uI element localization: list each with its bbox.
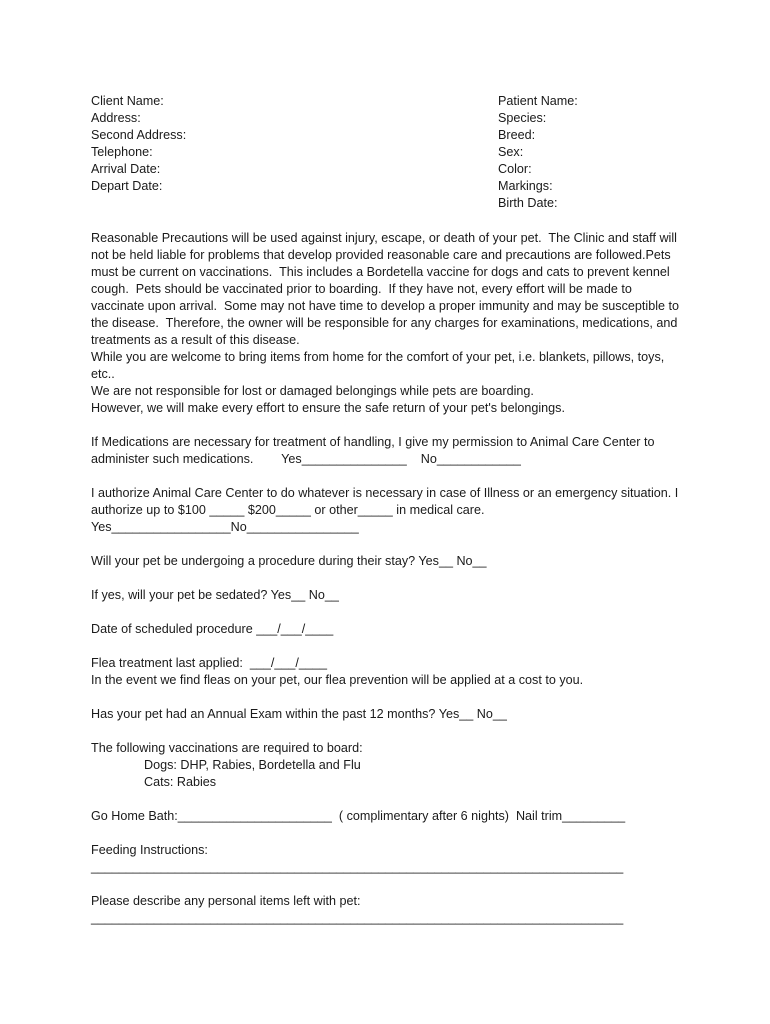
flea-notice: In the event we find fleas on your pet, our flea prevention will be applied at a cost to you. <box>91 673 584 687</box>
feeding-blank-line: ____________________________________________________________________________ <box>91 860 624 874</box>
belongings-line: We are not responsible for lost or damaged belongings while pets are boarding. <box>91 384 534 398</box>
belongings-line: While you are welcome to bring items from home for the comfort of your pet, i.e. blankets, pillows, toys, <box>91 350 665 364</box>
personal-items-blank-line: ____________________________________________________________________________ <box>91 911 624 925</box>
precautions-line: vaccinate upon arrival. Some may not have time to develop a proper immunity and may be susceptible to <box>91 299 680 313</box>
address-field: Address: <box>91 111 141 125</box>
procedure-question: Will your pet be undergoing a procedure during their stay? Yes__ No__ <box>91 554 487 568</box>
breed-field: Breed: <box>498 128 536 142</box>
authorize-line: I authorize Animal Care Center to do whatever is necessary in case of Illness or an emergency situation. I <box>91 486 679 500</box>
belongings-line: However, we will make every effort to ensure the safe return of your pet's belongings. <box>91 401 565 415</box>
personal-items-section <box>91 893 691 927</box>
feeding-section <box>91 842 691 876</box>
personal-items-label: Please describe any personal items left with pet: <box>91 894 361 908</box>
flea-treatment-date: Flea treatment last applied: ___/___/____ <box>91 656 327 670</box>
telephone-field: Telephone: <box>91 145 153 159</box>
scheduled-procedure-date: Date of scheduled procedure ___/___/____ <box>91 622 334 636</box>
belongings-line: etc.. <box>91 367 115 381</box>
patient-info <box>498 93 578 212</box>
depart-date-field: Depart Date: <box>91 179 163 193</box>
vaccinations-section <box>91 740 691 791</box>
color-field: Color: <box>498 162 532 176</box>
arrival-date-field: Arrival Date: <box>91 162 161 176</box>
markings-field: Markings: <box>498 179 553 193</box>
vaccinations-cats: Cats: Rabies <box>144 775 217 789</box>
vaccinations-intro: The following vaccinations are required to board: <box>91 741 363 755</box>
sedated-question: If yes, will your pet be sedated? Yes__ No__ <box>91 588 339 602</box>
precautions-line: treatments as a result of this disease. <box>91 333 300 347</box>
authorize-section <box>91 485 691 536</box>
feeding-label: Feeding Instructions: <box>91 843 208 857</box>
medications-line: If Medications are necessary for treatment of handling, I give my permission to Animal Care Center to <box>91 435 655 449</box>
species-field: Species: <box>498 111 547 125</box>
bath-nail-trim-line: Go Home Bath:______________________ ( complimentary after 6 nights) Nail trim_________ <box>91 809 626 823</box>
precautions-line: Reasonable Precautions will be used against injury, escape, or death of your pet. The Clinic and staff will <box>91 231 677 245</box>
patient-name-field: Patient Name: <box>498 94 578 108</box>
birth-date-field: Birth Date: <box>498 196 558 210</box>
precautions-paragraph <box>91 230 691 417</box>
precautions-line: the disease. Therefore, the owner will be responsible for any charges for examinations, medications, and <box>91 316 678 330</box>
client-info <box>91 93 186 195</box>
medications-consent-line: administer such medications. Yes_______________ No____________ <box>91 452 521 466</box>
annual-exam-question: Has your pet had an Annual Exam within the past 12 months? Yes__ No__ <box>91 707 507 721</box>
authorize-amount-line: authorize up to $100 _____ $200_____ or other_____ in medical care. <box>91 503 485 517</box>
client-name-field: Client Name: <box>91 94 164 108</box>
flea-section <box>91 655 691 689</box>
precautions-line: cough. Pets should be vaccinated prior to boarding. If they have not, every effort will be made to <box>91 282 632 296</box>
precautions-line: must be current on vaccinations. This includes a Bordetella vaccine for dogs and cats to prevent kennel <box>91 265 670 279</box>
precautions-line: not be held liable for problems that develop provided reasonable care and precautions are followed.Pets <box>91 248 671 262</box>
sex-field: Sex: <box>498 145 524 159</box>
vaccinations-dogs: Dogs: DHP, Rabies, Bordetella and Flu <box>144 758 361 772</box>
authorize-consent-line: Yes_________________No________________ <box>91 520 359 534</box>
medications-section <box>91 434 691 468</box>
second-address-field: Second Address: <box>91 128 187 142</box>
form-body <box>91 230 691 927</box>
